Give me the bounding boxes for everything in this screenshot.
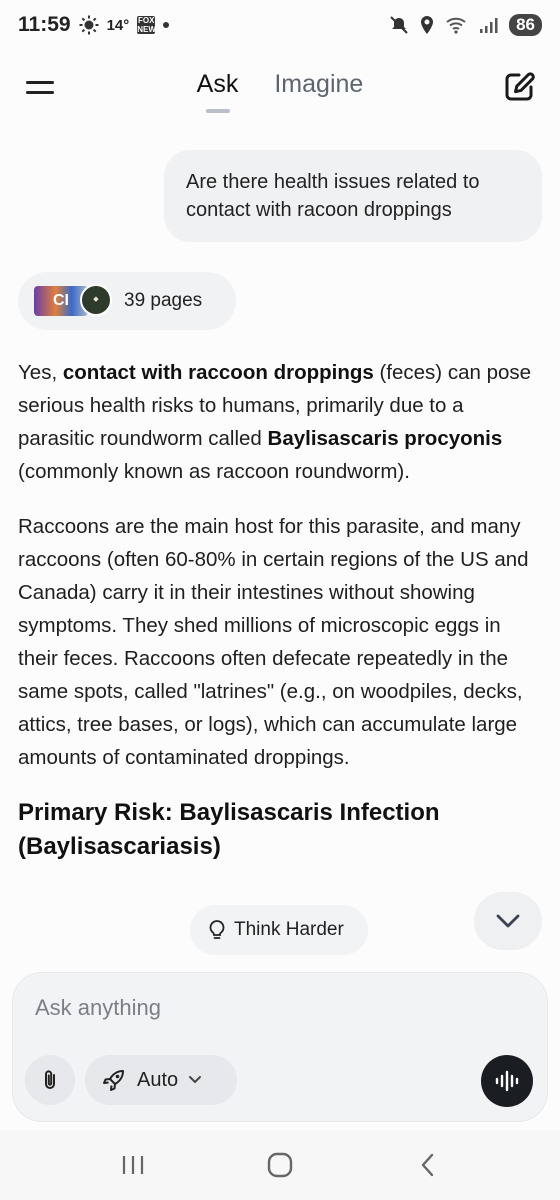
home-icon[interactable]	[250, 1140, 310, 1190]
scroll-down-button[interactable]	[474, 892, 542, 950]
notification-dot-icon	[163, 22, 169, 28]
source-favicon-1: CI	[34, 286, 88, 316]
answer-section-heading: Primary Risk: Baylisascaris Infection (Baylisascariasis)	[18, 799, 440, 860]
answer-paragraph-2: Raccoons are the main host for this parasite, and many raccoons (often 60-80% in certain regions of the US and Canada) carry it in their intestines without showing symptoms. They shed millions of microscopic eggs in their feces. Raccoons often defecate repeatedly in the same spots, called "latrines" (e.g., on woodpiles, decks, attics, tree bases, or logs), which can accumulate large amounts of contaminated droppings.	[18, 515, 529, 769]
recent-apps-icon[interactable]	[103, 1140, 163, 1190]
mode-label: Auto	[137, 1068, 179, 1091]
tab-ask[interactable]: Ask	[197, 70, 239, 113]
composer	[12, 972, 548, 1122]
sources-chip[interactable]	[18, 272, 236, 330]
status-time: 11:59	[18, 13, 71, 36]
chevron-down-icon	[495, 913, 521, 929]
status-bar	[0, 0, 560, 50]
tab-imagine[interactable]: Imagine	[274, 70, 364, 98]
ask-input[interactable]	[35, 991, 515, 1025]
sun-icon	[79, 15, 99, 35]
status-temperature: 14°	[106, 16, 130, 34]
back-icon[interactable]	[397, 1140, 457, 1190]
mode-tabs	[0, 70, 560, 113]
battery-icon: 86	[509, 14, 542, 36]
model-mode-selector[interactable]	[85, 1055, 237, 1105]
mute-icon	[389, 15, 409, 35]
status-left	[18, 13, 169, 37]
system-navigation-bar	[0, 1130, 560, 1200]
location-icon	[419, 15, 435, 35]
wifi-icon	[445, 15, 469, 35]
think-harder-button[interactable]	[190, 905, 368, 955]
new-chat-edit-icon[interactable]	[502, 70, 536, 104]
status-right	[389, 14, 542, 36]
lightbulb-icon	[208, 919, 226, 941]
signal-icon	[479, 16, 499, 34]
source-favicons	[34, 283, 112, 319]
waveform-icon	[494, 1070, 520, 1092]
rocket-icon	[101, 1067, 127, 1093]
user-message-bubble: Are there health issues related to contact with racoon droppings	[164, 150, 542, 242]
sources-count: 39 pages	[124, 290, 203, 311]
paperclip-icon	[40, 1068, 60, 1092]
source-favicon-2: ◆	[80, 284, 112, 316]
assistant-answer	[18, 356, 544, 864]
voice-mode-button[interactable]	[481, 1055, 533, 1107]
answer-paragraph-1: Yes, contact with raccoon droppings (feces) can pose serious health risks to humans, primarily due to a parasitic roundworm called Baylisascaris procyonis (commonly known as raccoon roundworm).	[18, 361, 532, 483]
attach-button[interactable]	[25, 1055, 75, 1105]
chevron-down-icon	[188, 1075, 202, 1085]
think-harder-label: Think Harder	[234, 919, 344, 940]
top-nav	[0, 50, 560, 130]
fox-news-icon: FOX NEWS	[137, 16, 162, 34]
